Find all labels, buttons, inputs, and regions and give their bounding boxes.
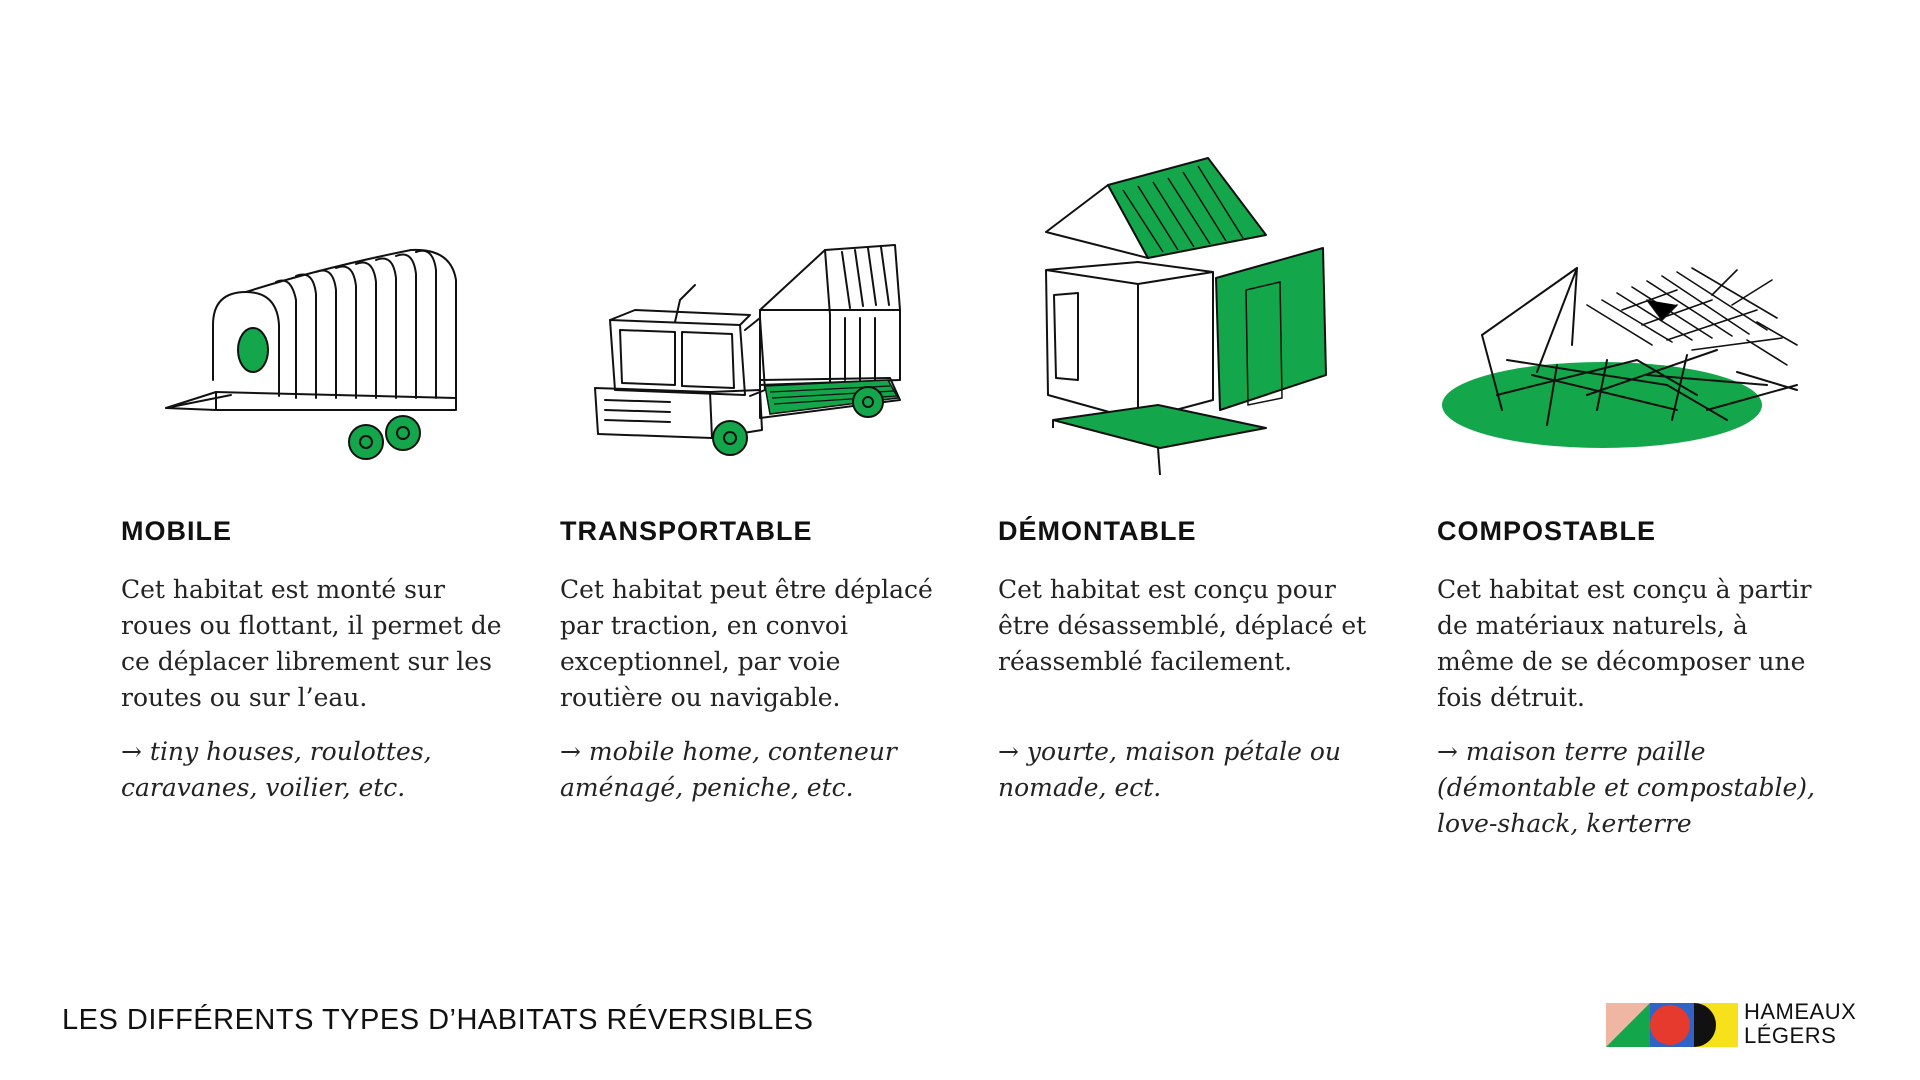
column-title: COMPOSTABLE (1437, 516, 1656, 546)
column-title: MOBILE (121, 516, 232, 546)
column-description: Cet habitat peut être déplacé par traction, en convoi exceptionnel, par voie routière ou navigable. (560, 575, 933, 712)
column-description: Cet habitat est conçu à partir de matériaux naturels, à même de se décomposer une fois détruit. (1437, 575, 1812, 712)
column-examples: → mobile home, conteneur aménagé, peniche, etc. (560, 737, 897, 802)
column-description: Cet habitat est monté sur roues ou flottant, il permet de ce déplacer librement sur les routes ou sur l’eau. (121, 575, 502, 712)
truck-with-house-icon (560, 0, 940, 480)
hameaux-legers-logo-icon (1606, 1003, 1738, 1047)
logo (1606, 1000, 1886, 1050)
logo-line-1: HAMEAUX (1744, 999, 1857, 1024)
page-title: LES DIFFÉRENTS TYPES D’HABITATS RÉVERSIBLES (62, 1004, 814, 1036)
exploded-house-icon (998, 0, 1358, 480)
column-title: TRANSPORTABLE (560, 516, 813, 546)
column-examples: → maison terre paille (démontable et compostable), love-shack, kerterre (1437, 737, 1815, 838)
tiny-house-trailer-icon (121, 0, 481, 480)
column-examples: → yourte, maison pétale ou nomade, ect. (998, 737, 1342, 802)
column-title: DÉMONTABLE (998, 516, 1197, 546)
logo-text (1744, 1000, 1856, 1048)
collapsed-structure-icon (1437, 0, 1817, 480)
logo-line-2: LÉGERS (1744, 1023, 1837, 1048)
column-examples: → tiny houses, roulottes, caravanes, voilier, etc. (121, 737, 432, 802)
column-description: Cet habitat est conçu pour être désassemblé, déplacé et réassemblé facilement. (998, 575, 1367, 676)
